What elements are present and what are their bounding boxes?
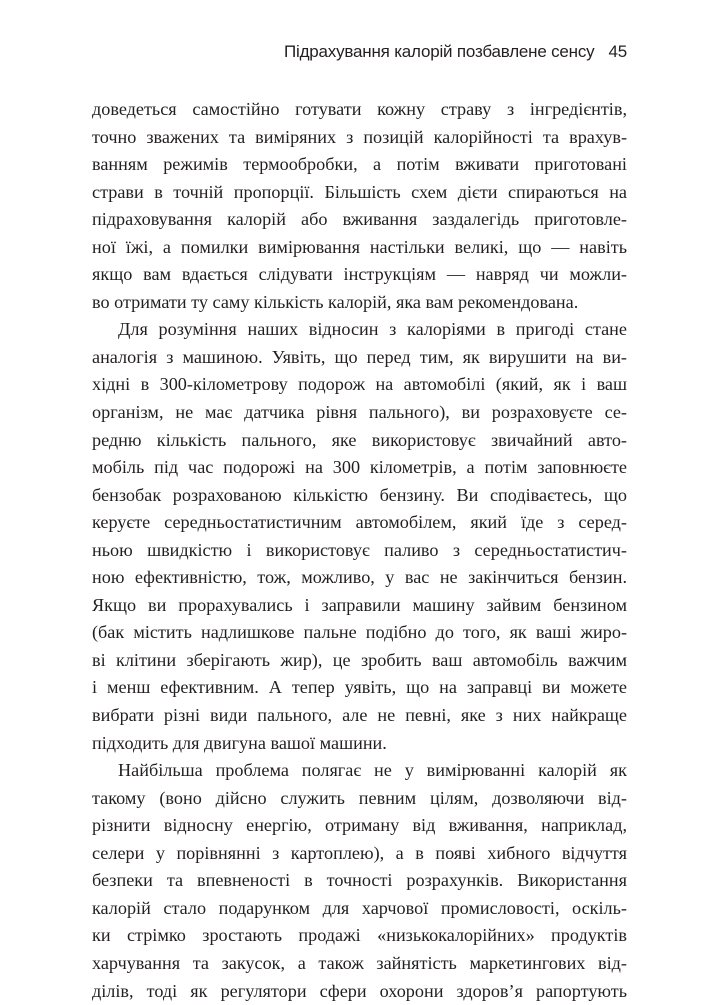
text-line: ною ефективністю, тож, можливо, у вас не закінчиться бензин. xyxy=(92,564,627,592)
text-line: різнити відносну енергію, отриману від вживання, наприклад, xyxy=(92,812,627,840)
text-line: вибрати різні види пального, але не певні, яке з них найкраще xyxy=(92,702,627,730)
text-line: харчування та закусок, а також зайнятість маркетингових від- xyxy=(92,950,627,978)
text-line: бензобак розрахованою кількістю бензину. Ви сподіваєтесь, що xyxy=(92,482,627,510)
text-line: (бак містить надлишкове пальне подібно до того, як ваші жиро- xyxy=(92,619,627,647)
text-line: Якщо ви прорахувались і заправили машину зайвим бензином xyxy=(92,592,627,620)
text-line: ванням режимів термообробки, а потім вживати приготовані xyxy=(92,151,627,179)
text-line: ві клітини зберігають жир), це зробить ваш автомобіль важчим xyxy=(92,647,627,675)
text-line: точно зважених та виміряних з позицій калорійності та врахув- xyxy=(92,124,627,152)
text-line: ної їжі, а помилки вимірювання настільки великі, що — навіть xyxy=(92,234,627,262)
text-line: такому (воно дійсно служить певним цілям, дозволяючи від- xyxy=(92,785,627,813)
text-line: калорій стало подарунком для харчової промисловості, оскіль- xyxy=(92,895,627,923)
running-title: Підрахування калорій позбавлене сенсу xyxy=(284,42,595,61)
text-line: страви в точній пропорції. Більшість схем дієти спираються на xyxy=(92,179,627,207)
text-line: підходить для двигуна вашої машини. xyxy=(92,730,627,758)
text-line: мобіль під час подорожі на 300 кілометрів, а потім заповнюєте xyxy=(92,454,627,482)
text-line: редню кількість пального, яке використовує звичайний авто- xyxy=(92,427,627,455)
text-line: ки стрімко зростають продажі «низькокалорійних» продуктів xyxy=(92,922,627,950)
text-line: аналогія з машиною. Уявіть, що перед тим, як вирушити на ви- xyxy=(92,344,627,372)
text-line: Найбільша проблема полягає не у вимірюванні калорій як xyxy=(92,757,627,785)
text-line: ділів, тоді як регулятори сфери охорони здоров’я рапортують xyxy=(92,978,627,1005)
text-line: ньою швидкістю і використовує паливо з середньостатистич- xyxy=(92,537,627,565)
text-line: Для розуміння наших відносин з калоріями в пригоді стане xyxy=(92,316,627,344)
text-line: доведеться самостійно готувати кожну страву з інгредієнтів, xyxy=(92,96,627,124)
body-text xyxy=(92,96,627,1005)
text-line: організм, не має датчика рівня пального), ви розраховуєте се- xyxy=(92,399,627,427)
text-line: во отримати ту саму кількість калорій, яка вам рекомендована. xyxy=(92,289,627,317)
text-line: хідні в 300-кілометрову подорож на автомобілі (який, як і ваш xyxy=(92,371,627,399)
text-line: і менш ефективним. А тепер уявіть, що на заправці ви можете xyxy=(92,674,627,702)
text-line: безпеки та впевненості в точності розрахунків. Використання xyxy=(92,867,627,895)
paragraph xyxy=(92,757,627,1005)
paragraph xyxy=(92,316,627,757)
text-line: керуєте середньостатистичним автомобілем, який їде з серед- xyxy=(92,509,627,537)
running-head xyxy=(0,42,627,62)
text-line: підраховування калорій або вживання заздалегідь приготовле- xyxy=(92,206,627,234)
text-line: селери у порівнянні з картоплею), а в появі хибного відчуття xyxy=(92,840,627,868)
text-line: якщо вам вдається слідувати інструкціям — навряд чи можли- xyxy=(92,261,627,289)
page-number: 45 xyxy=(608,42,627,61)
paragraph xyxy=(92,96,627,316)
